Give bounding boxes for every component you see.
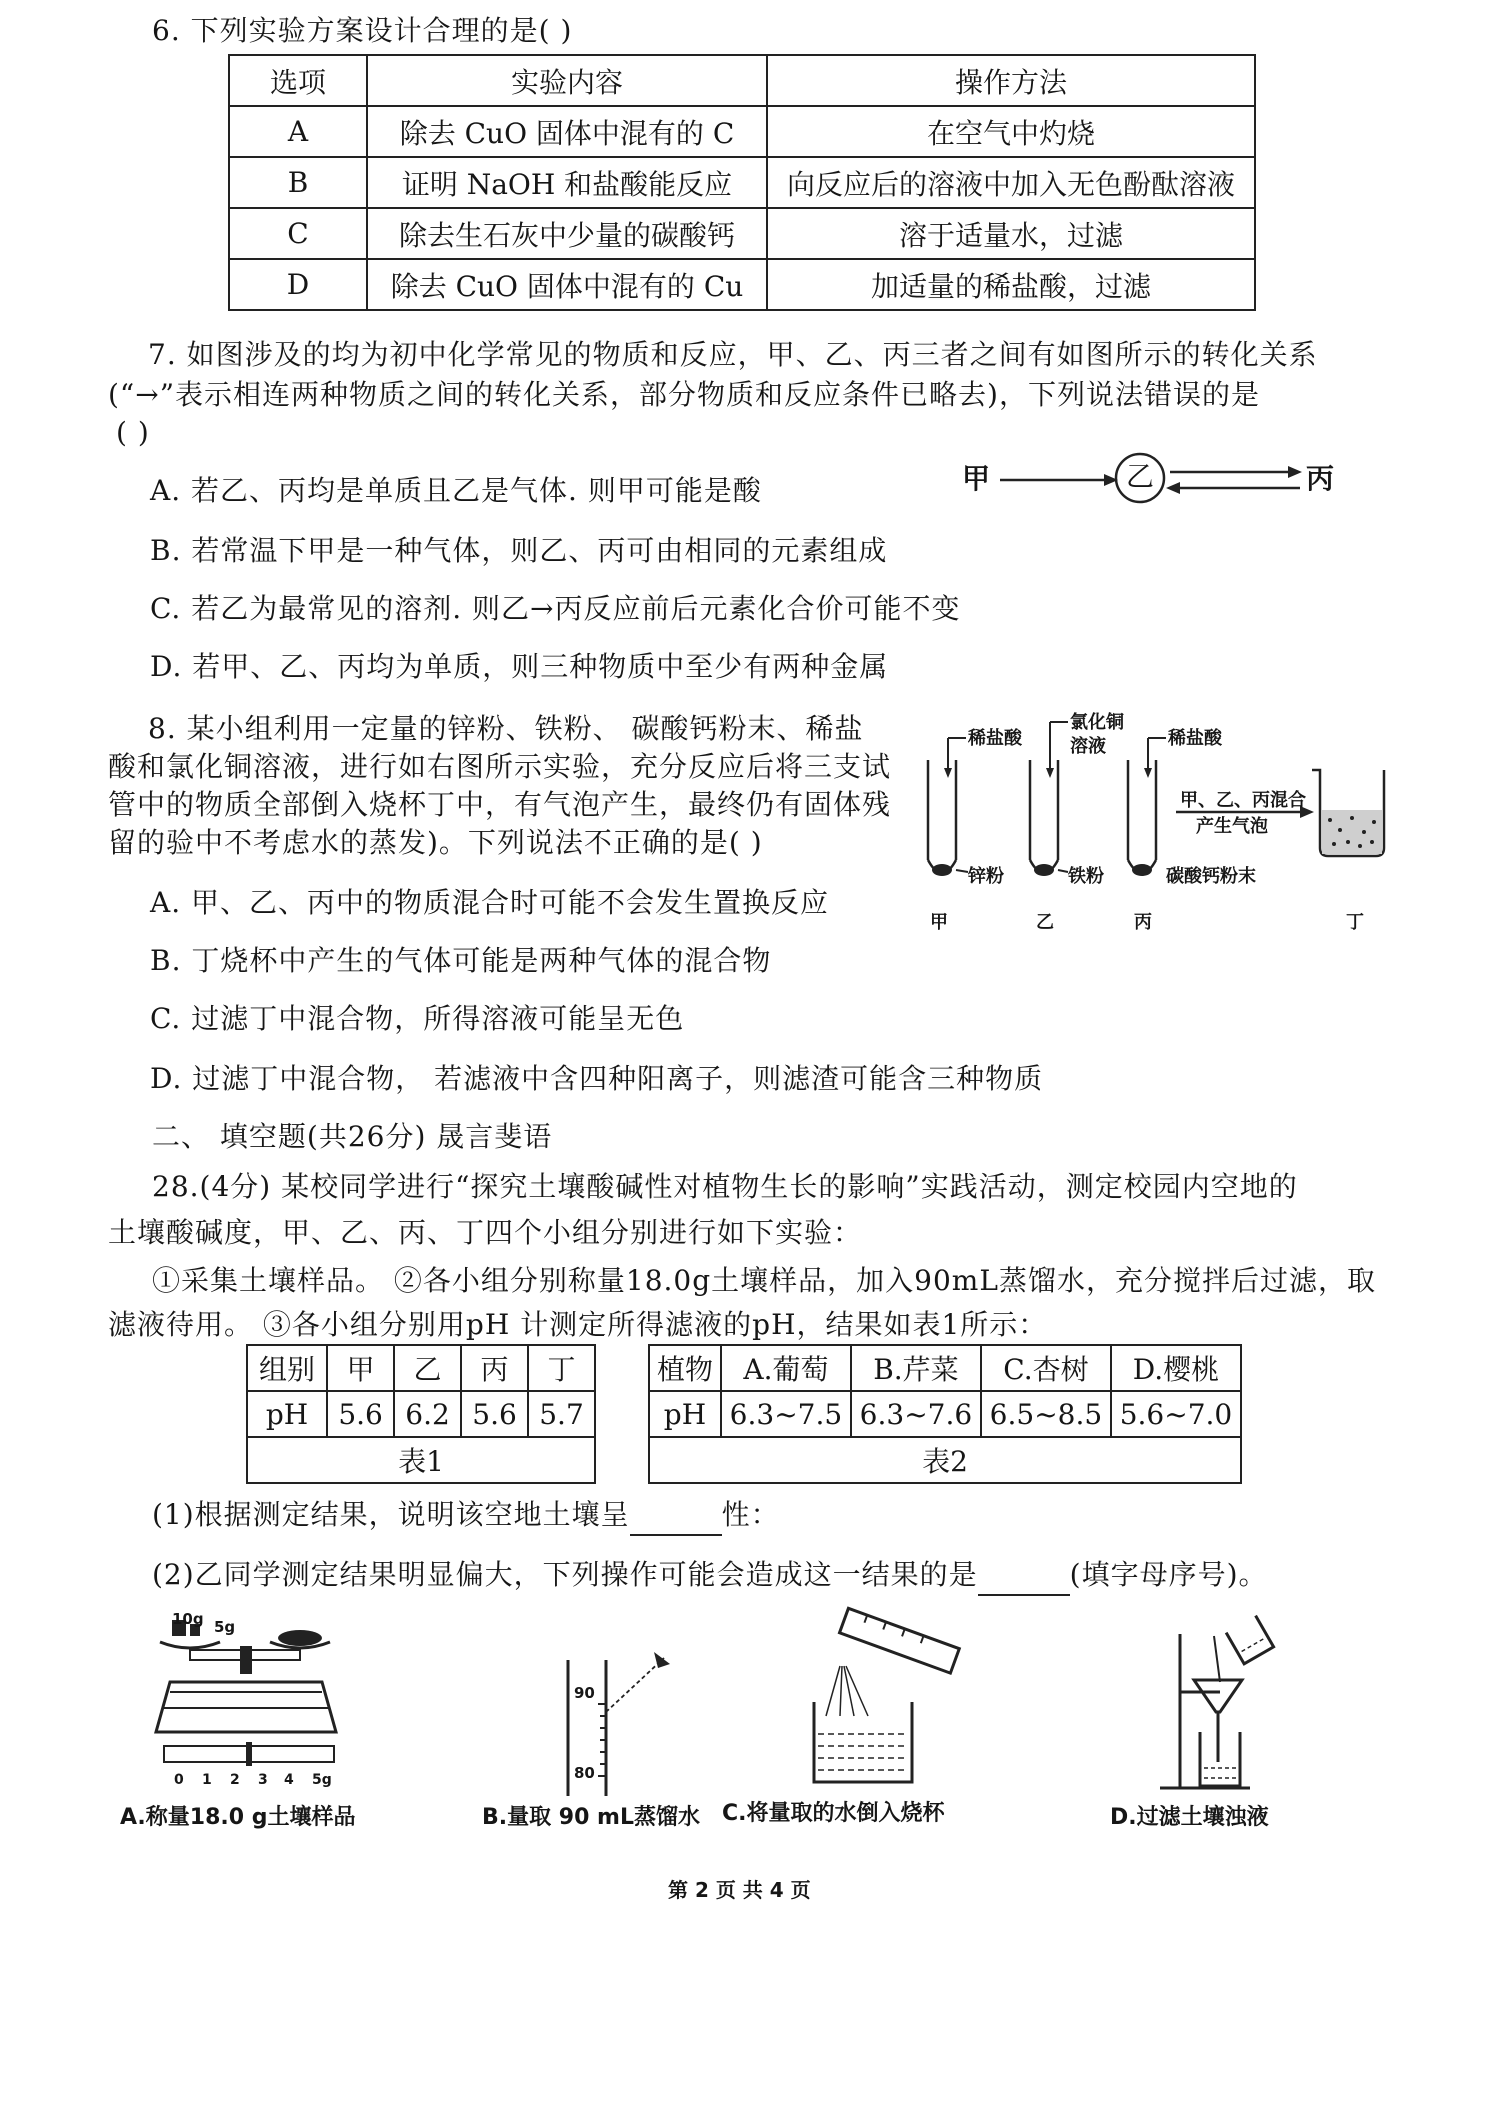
water-stream — [826, 1666, 868, 1716]
diagram-label-bing: 丙 — [1306, 462, 1336, 495]
content-cell: 除去 CuO 固体中混有的 C — [367, 106, 767, 157]
reagent-label-c: 稀盐酸 — [1168, 728, 1222, 749]
figure-caption-d: D.过滤土壤浊液 — [1110, 1805, 1269, 1830]
filtration-figure — [1150, 1612, 1290, 1792]
top-cropped-header — [0, 0, 1492, 8]
ph-range: 6.3~7.5 — [721, 1391, 851, 1437]
sub2-text: (2)乙同学测定结果明显偏大，下列操作可能会造成这一结果的是 — [152, 1558, 978, 1591]
glass-rod — [1214, 1636, 1220, 1682]
content-cell: 证明 NaOH 和盐酸能反应 — [367, 157, 767, 208]
q8-option-b: B. 丁烧杯中产生的气体可能是两种气体的混合物 — [150, 944, 772, 977]
header-cell: 乙 — [394, 1345, 461, 1391]
header-cell: 选项 — [229, 55, 367, 106]
ph-value: 5.6 — [327, 1391, 394, 1437]
q7-stem-line1: 7. 如图涉及的均为初中化学常见的物质和反应，甲、乙、丙三者之间有如图所示的转化关系 — [148, 338, 1318, 371]
reagent-label-a: 稀盐酸 — [968, 728, 1022, 749]
test-tube-bing — [1128, 738, 1166, 876]
option-cell: C — [229, 208, 367, 259]
table-header-row — [649, 1345, 1241, 1391]
funnel — [1194, 1680, 1242, 1712]
q28-line1: 28.(4分) 某校同学进行“探究土壤酸碱性对植物生长的影响”实践活动，测定校园内空地的 — [152, 1170, 1298, 1203]
method-cell: 在空气中灼烧 — [767, 106, 1255, 157]
solid-label-c: 碳酸钙粉末 — [1166, 866, 1256, 887]
pouring-figure — [800, 1606, 970, 1792]
ph-table-1 — [246, 1344, 596, 1484]
cylinder-mark-90: 90 — [574, 1684, 595, 1702]
tilted-cylinder — [840, 1608, 960, 1673]
scale-mark: 3 — [258, 1772, 268, 1788]
header-cell: B.芹菜 — [851, 1345, 981, 1391]
method-cell: 向反应后的溶液中加入无色酚酞溶液 — [767, 157, 1255, 208]
figure-label-ding: 丁 — [1346, 912, 1364, 933]
q7-option-b: B. 若常温下甲是一种气体，则乙、丙可由相同的元素组成 — [150, 534, 888, 567]
page-footer: 第 2 页 共 4 页 — [668, 1878, 811, 1902]
diagram-label-jia: 甲 — [962, 462, 992, 495]
q28-sub1 — [152, 1496, 780, 1536]
caption-row — [649, 1437, 1241, 1483]
header-cell: 丙 — [461, 1345, 528, 1391]
content-cell: 除去 CuO 固体中混有的 Cu — [367, 259, 767, 310]
figure-caption-a: A.称量18.0 g土壤样品 — [120, 1805, 356, 1830]
balance-figure — [150, 1612, 350, 1788]
table-header-row — [229, 55, 1255, 106]
header-cell: A.葡萄 — [721, 1345, 851, 1391]
sub1-tail: 性： — [721, 1498, 780, 1531]
scale-mark: 4 — [284, 1772, 294, 1788]
content-cell: 除去生石灰中少量的碳酸钙 — [367, 208, 767, 259]
answer-blank-1[interactable] — [630, 1496, 722, 1536]
figure-label-yi: 乙 — [1036, 912, 1054, 933]
ph-range: 6.3~7.6 — [851, 1391, 981, 1437]
option-cell: D — [229, 259, 367, 310]
q28-line2: 土壤酸碱度，甲、乙、丙、丁四个小组分别进行如下实验： — [108, 1216, 863, 1249]
cylinder-mark-80: 80 — [574, 1764, 595, 1782]
header-cell: 实验内容 — [367, 55, 767, 106]
beaker-water — [818, 1734, 908, 1770]
ph-table-2 — [648, 1344, 1242, 1484]
reagent-label-b2: 溶液 — [1070, 736, 1106, 757]
header-cell: 丁 — [528, 1345, 595, 1391]
beaker-ding — [1312, 770, 1384, 856]
q28-sub2 — [152, 1556, 1268, 1596]
figure-label-bing: 丙 — [1134, 912, 1152, 933]
header-cell: 组别 — [247, 1345, 327, 1391]
q7-stem-line3: ( ) — [116, 416, 150, 449]
q8-stem-line3: 管中的物质全部倒入烧杯丁中，有气泡产生，最终仍有固体残 — [108, 788, 892, 821]
ph-value: 6.2 — [394, 1391, 461, 1437]
q7-option-a: A. 若乙、丙均是单质且乙是气体. 则甲可能是酸 — [150, 474, 762, 507]
table-header-row — [247, 1345, 595, 1391]
diagram-label-yi: 乙 — [1126, 460, 1156, 493]
solid-label-a: 锌粉 — [968, 866, 1004, 887]
table-caption: 表1 — [247, 1437, 595, 1483]
q7-stem-line2: (“→”表示相连两种物质之间的转化关系，部分物质和反应条件已略去)，下列说法错误的是 — [108, 378, 1260, 411]
method-cell: 溶于适量水，过滤 — [767, 208, 1255, 259]
q8-stem-line1: 8. 某小组利用一定量的锌粉、铁粉、 碳酸钙粉末、稀盐 — [148, 712, 864, 745]
ph-range: 6.5~8.5 — [981, 1391, 1111, 1437]
header-cell: 操作方法 — [767, 55, 1255, 106]
table-row — [229, 259, 1255, 310]
q28-line3: ①采集土壤样品。 ②各小组分别称量18.0g土壤样品，加入90mL蒸馏水，充分搅拌后过滤，取 — [152, 1264, 1376, 1297]
scale-mark: 0 — [174, 1772, 184, 1788]
table-row — [229, 106, 1255, 157]
method-cell: 加适量的稀盐酸，过滤 — [767, 259, 1255, 310]
figure-label-jia: 甲 — [930, 912, 948, 933]
solid-label-b: 铁粉 — [1068, 866, 1104, 887]
q28-line4: 滤液待用。 ③各小组分别用pH 计测定所得滤液的pH，结果如表1所示： — [108, 1308, 1048, 1341]
table-row — [247, 1391, 595, 1437]
test-tube-jia — [928, 738, 968, 876]
answer-blank-2[interactable] — [978, 1556, 1070, 1596]
option-cell: A — [229, 106, 367, 157]
figure-caption-b: B.量取 90 mL蒸馏水 — [482, 1805, 701, 1830]
q8-option-c: C. 过滤丁中混合物，所得溶液可能呈无色 — [150, 1002, 685, 1035]
option-cell: B — [229, 157, 367, 208]
row-label: pH — [247, 1391, 327, 1437]
q8-stem-line4: 留的验中不考虑水的蒸发)。下列说法不正确的是( ) — [108, 826, 763, 859]
ph-range: 5.6~7.0 — [1111, 1391, 1241, 1437]
reagent-label-b1: 氯化铜 — [1070, 712, 1124, 733]
rider — [246, 1742, 252, 1766]
q8-option-a: A. 甲、乙、丙中的物质混合时可能不会发生置换反应 — [150, 886, 830, 919]
arrow-head — [1166, 482, 1180, 494]
table-caption: 表2 — [649, 1437, 1241, 1483]
cylinder-figure — [554, 1612, 674, 1798]
header-cell: 甲 — [327, 1345, 394, 1391]
weight-label-5g: 5g — [214, 1618, 236, 1636]
eye-icon — [654, 1652, 670, 1668]
figure-caption-c: C.将量取的水倒入烧杯 — [722, 1801, 945, 1826]
header-cell: C.杏树 — [981, 1345, 1111, 1391]
ph-value: 5.6 — [461, 1391, 528, 1437]
mix-label-2: 产生气泡 — [1196, 816, 1268, 837]
sight-line — [606, 1658, 664, 1712]
header-cell: 植物 — [649, 1345, 721, 1391]
table-row — [229, 208, 1255, 259]
q7-option-c: C. 若乙为最常见的溶剂. 则乙→丙反应前后元素化合价可能不变 — [150, 592, 961, 625]
section-heading: 二、 填空题(共26分) 晟言斐语 — [152, 1120, 553, 1153]
soil-sample — [278, 1630, 322, 1646]
caption-row — [247, 1437, 595, 1483]
q8-stem-line2: 酸和氯化铜溶液，进行如右图所示实验，充分反应后将三支试 — [108, 750, 892, 783]
ph-value: 5.7 — [528, 1391, 595, 1437]
sub1-text: (1)根据测定结果，说明该空地土壤呈 — [152, 1498, 630, 1531]
header-cell: D.樱桃 — [1111, 1345, 1241, 1391]
sub2-tail: (填字母序号)。 — [1069, 1558, 1268, 1591]
pouring-beaker — [1226, 1616, 1273, 1664]
weight-label-10g: 10g — [172, 1610, 204, 1628]
scale-mark: 2 — [230, 1772, 240, 1788]
q8-option-d: D. 过滤丁中混合物， 若滤液中含四种阳离子，则滤渣可能含三种物质 — [150, 1062, 1044, 1095]
arrow-head — [1288, 466, 1302, 478]
row-label: pH — [649, 1391, 721, 1437]
q6-stem: 6. 下列实验方案设计合理的是( ) — [152, 14, 573, 47]
scale-mark: 5g — [312, 1772, 332, 1788]
mix-label-1: 甲、乙、丙混合 — [1180, 790, 1306, 811]
left-pan — [160, 1642, 220, 1648]
q7-option-d: D. 若甲、乙、丙均为单质，则三种物质中至少有两种金属 — [150, 650, 889, 683]
test-tube-yi — [1030, 722, 1068, 876]
q6-table — [228, 54, 1256, 311]
table-row — [649, 1391, 1241, 1437]
scale-mark: 1 — [202, 1772, 212, 1788]
table-row — [229, 157, 1255, 208]
